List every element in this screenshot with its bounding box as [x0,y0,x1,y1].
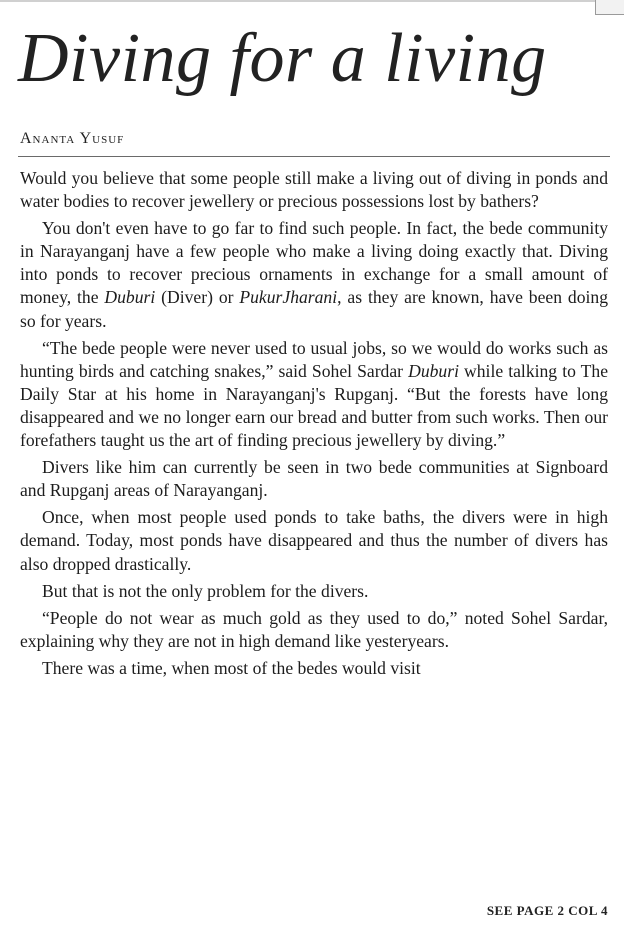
paragraph-text: “People do not wear as much gold as they used to do,” noted Sohel Sardar, explaining why they are not in high demand like yesteryears. [20,607,608,651]
article-paragraph [20,506,608,575]
italic-term: PukurJharani [239,287,338,308]
article-paragraph [20,337,608,452]
article-paragraph [20,657,608,680]
paragraph-text: (Diver) or [155,287,240,308]
corner-crop-mark [595,0,624,15]
paragraph-text: , as they are known, have been doing so for years. [20,287,608,331]
article-headline: Diving for a living [18,20,547,97]
article-body [20,167,608,680]
article-paragraph [20,217,608,332]
continuation-jump-line: SEE PAGE 2 COL 4 [486,903,608,918]
italic-term: Duburi [408,360,459,381]
paragraph-text: Once, when most people used ponds to take baths, the divers were in high demand. Today, most ponds have disappeared and thus the number of divers has also dropped drastically. [20,507,608,574]
article-paragraph [20,456,608,502]
paragraph-text: while talking to The Daily Star at his home in Narayanganj's Rupganj. “But the forests have long disappeared and we no longer earn our bread and butter from such works. Then our forefathers taught us the art of finding precious jewellery by diving.” [20,360,608,451]
paragraph-text: There was a time, when most of the bedes would visit [42,657,421,678]
paragraph-text: But that is not the only problem for the divers. [42,580,369,601]
article-byline: Ananta Yusuf [20,130,125,147]
article-paragraph [20,167,608,213]
paragraph-text: Would you believe that some people still make a living out of diving in ponds and water bodies to recover jewellery or precious possessions lost by bathers? [20,168,608,212]
italic-term: Duburi [104,287,156,308]
article-paragraph [20,580,608,603]
byline-divider [18,156,610,157]
top-edge-rule [0,0,624,2]
paragraph-text: Divers like him can currently be seen in two bede communities at Signboard and Rupganj areas of Narayanganj. [20,457,608,501]
paragraph-text: “The bede people were never used to usual jobs, so we would do works such as hunting birds and catching snakes,” said Sohel Sardar [20,337,608,381]
article-paragraph [20,607,608,653]
paragraph-text: You don't even have to go far to find such people. In fact, the bede community in Narayanganj have a few people who make a living doing exactly that. Diving into ponds to recover precious ornaments in exchange for a small amount of money, the [20,218,608,308]
